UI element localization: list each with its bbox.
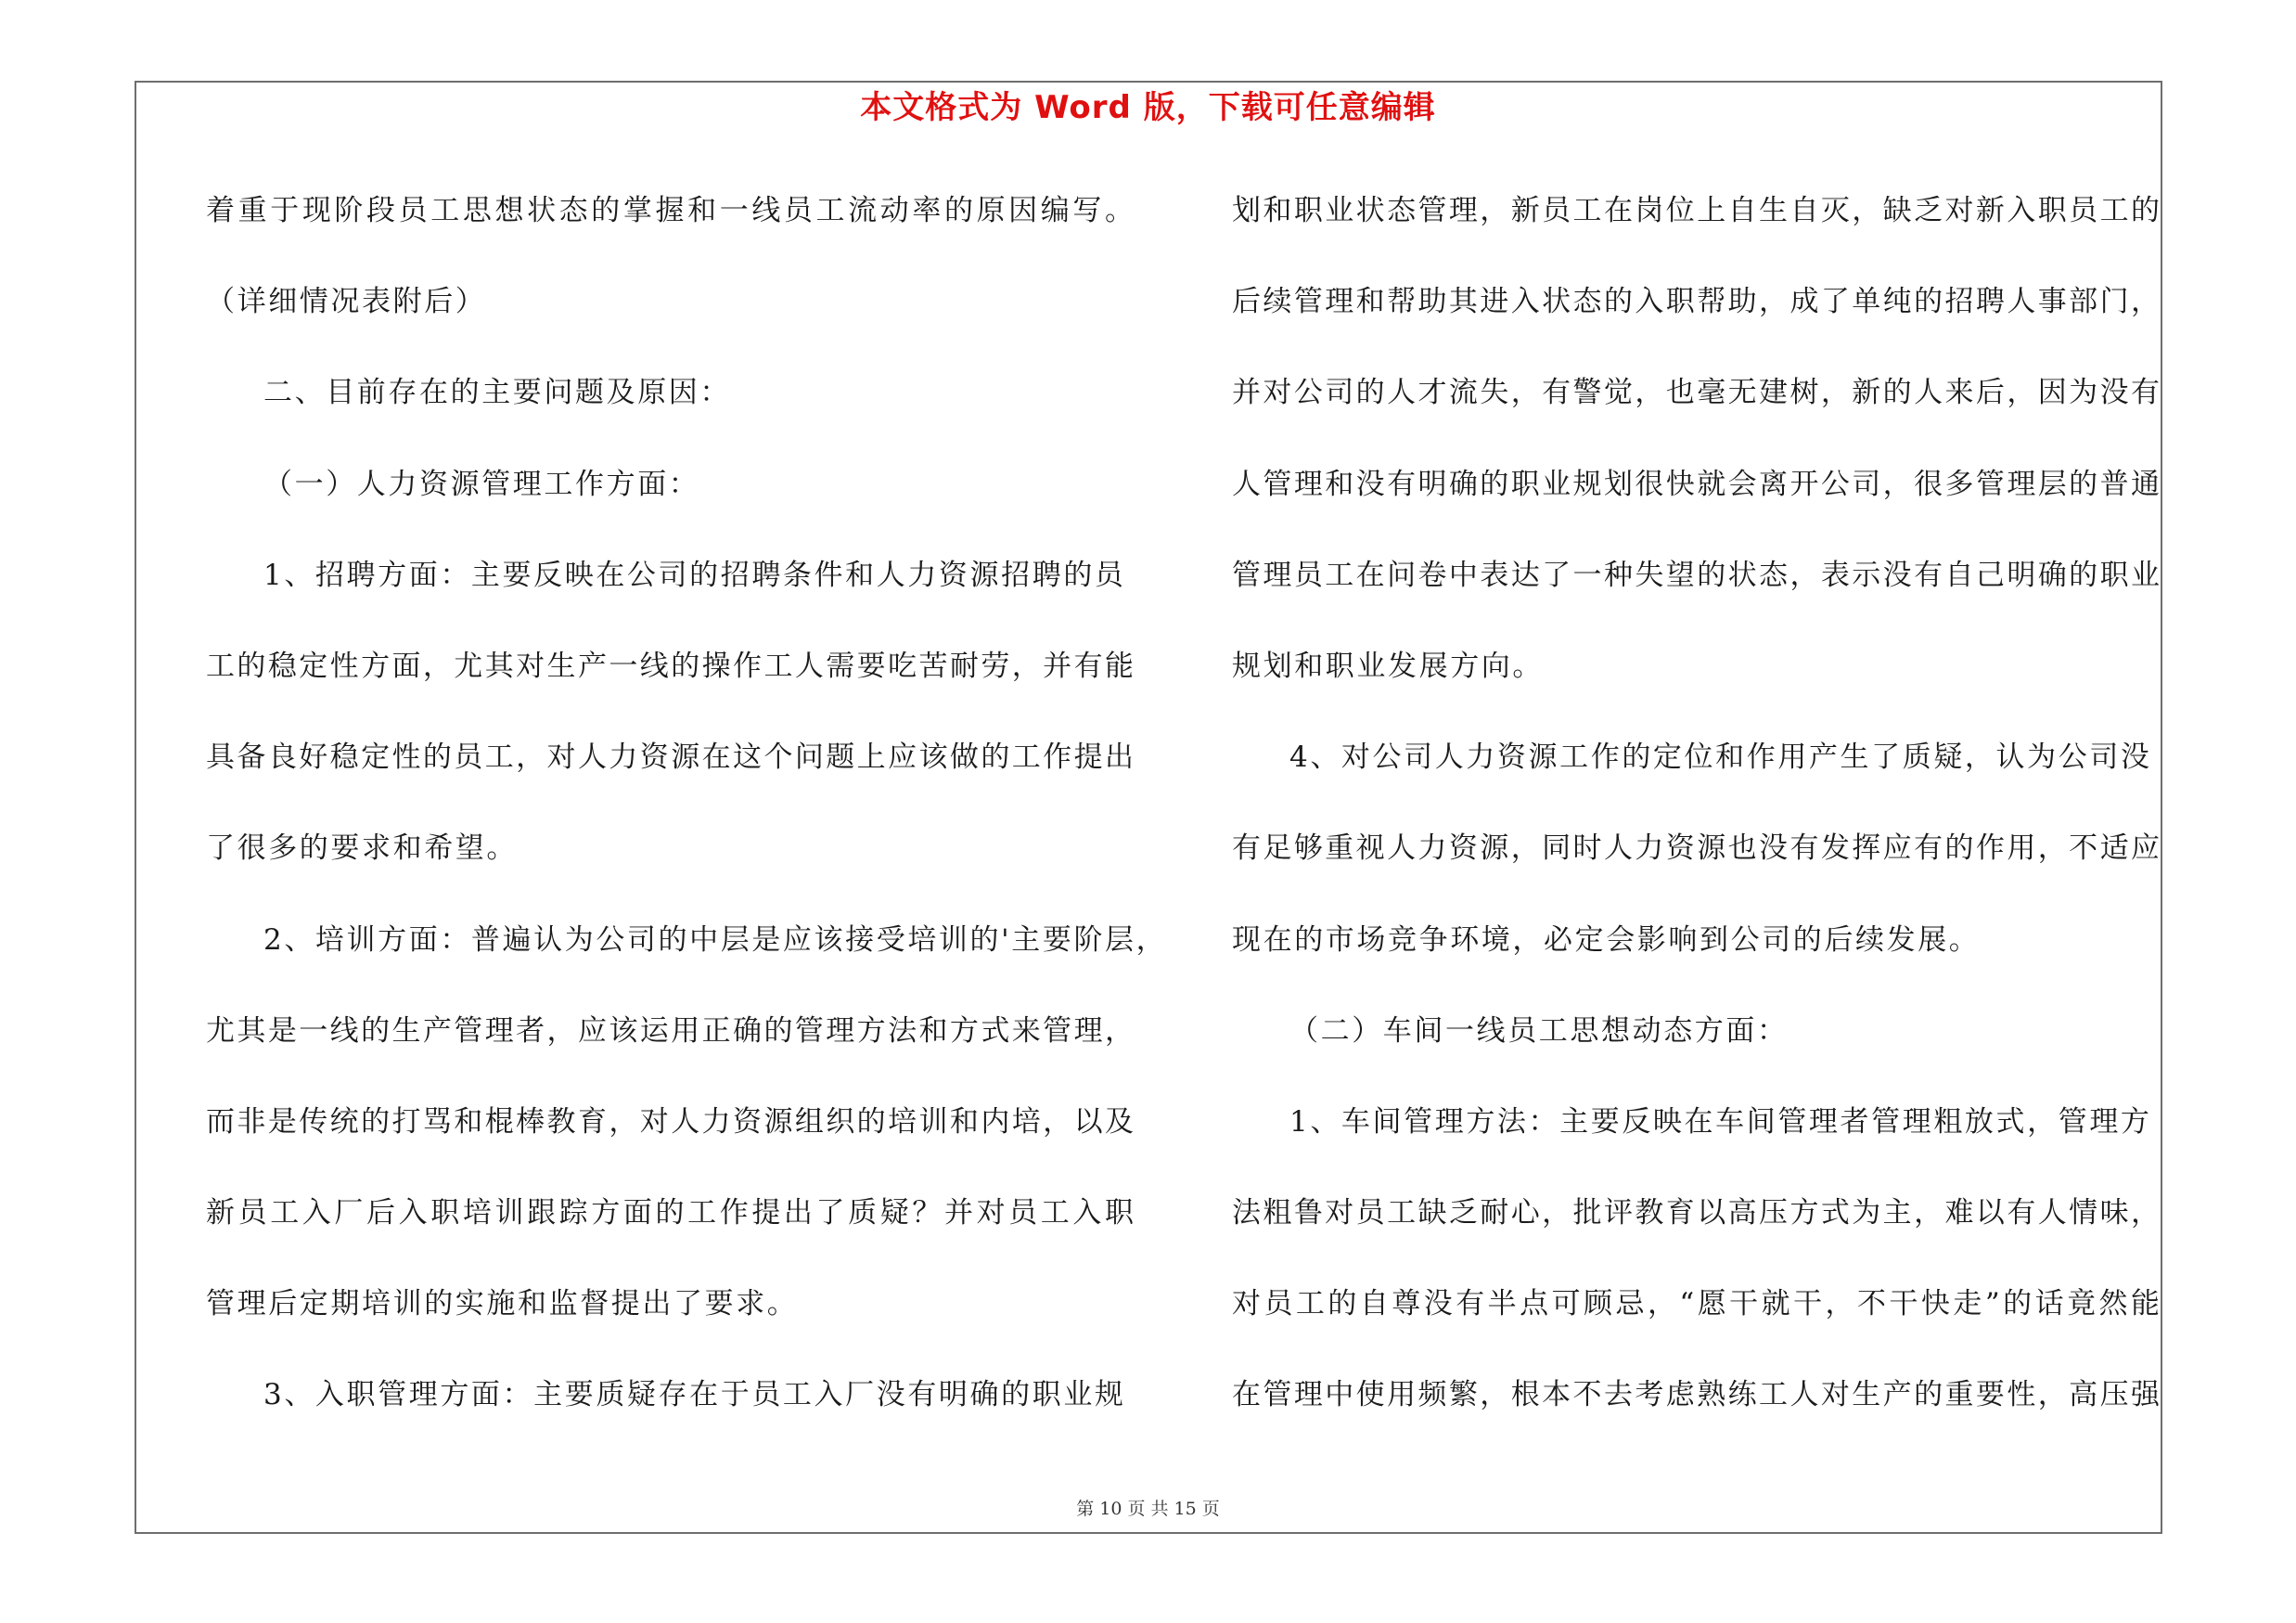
body-line: 对员工的自尊没有半点可顾忌，“愿干就干，不干快走”的话竟然能 xyxy=(1232,1287,2160,1321)
body-line: 人管理和没有明确的职业规划很快就会离开公司，很多管理层的普通 xyxy=(1232,467,2160,501)
body-line: 后续管理和帮助其进入状态的入职帮助，成了单纯的招聘人事部门， xyxy=(1232,285,2160,319)
body-line: （详细情况表附后） xyxy=(206,285,487,319)
body-line: 4、对公司人力资源工作的定位和作用产生了质疑，认为公司没 xyxy=(1289,741,2152,775)
body-line: 了很多的要求和希望。 xyxy=(206,831,518,866)
word-format-banner: 本文格式为 Word 版，下载可任意编辑 xyxy=(860,89,1436,126)
body-line: 尤其是一线的生产管理者，应该运用正确的管理方法和方式来管理， xyxy=(206,1013,1134,1048)
body-line: 工的稳定性方面，尤其对生产一线的操作工人需要吃苦耐劳，并有能 xyxy=(206,649,1134,683)
body-line: 1、车间管理方法：主要反映在车间管理者管理粗放式，管理方 xyxy=(1289,1104,2152,1139)
body-line: 2、培训方面：普遍认为公司的中层是应该接受培训的'主要阶层， xyxy=(263,922,1168,957)
subsection-heading: （二）车间一线员工思想动态方面： xyxy=(1289,1013,1789,1048)
section-heading: 二、目前存在的主要问题及原因： xyxy=(263,376,731,410)
right-text-column xyxy=(1232,185,2160,1461)
body-line: 管理后定期培训的实施和监督提出了要求。 xyxy=(206,1287,799,1321)
page-number-footer: 第 10 页 共 15 页 xyxy=(1076,1499,1220,1519)
body-line: 而非是传统的打骂和棍棒教育，对人力资源组织的培训和内培，以及 xyxy=(206,1104,1134,1139)
body-line: 在管理中使用频繁，根本不去考虑熟练工人对生产的重要性，高压强 xyxy=(1232,1378,2160,1412)
body-line: 划和职业状态管理，新员工在岗位上自生自灭，缺乏对新入职员工的 xyxy=(1232,194,2160,227)
body-line: 具备良好稳定性的员工，对人力资源在这个问题上应该做的工作提出 xyxy=(206,741,1134,775)
body-line: 有足够重视人力资源，同时人力资源也没有发挥应有的作用，不适应 xyxy=(1232,831,2160,866)
body-line: 并对公司的人才流失，有警觉，也毫无建树，新的人来后，因为没有 xyxy=(1232,376,2160,410)
body-line: 规划和职业发展方向。 xyxy=(1232,649,1544,683)
body-line: 着重于现阶段员工思想状态的掌握和一线员工流动率的原因编写。 xyxy=(206,194,1134,227)
body-line: 管理员工在问卷中表达了一种失望的状态，表示没有自己明确的职业 xyxy=(1232,558,2160,592)
body-line: 1、招聘方面：主要反映在公司的招聘条件和人力资源招聘的员 xyxy=(263,558,1126,592)
left-text-column xyxy=(206,185,1168,1461)
body-line: 现在的市场竞争环境，必定会影响到公司的后续发展。 xyxy=(1232,922,1981,957)
subsection-heading: （一）人力资源管理工作方面： xyxy=(263,467,700,501)
body-line: 3、入职管理方面：主要质疑存在于员工入厂没有明确的职业规 xyxy=(263,1378,1126,1412)
body-line: 新员工入厂后入职培训跟踪方面的工作提出了质疑？并对员工入职 xyxy=(206,1196,1134,1230)
body-line: 法粗鲁对员工缺乏耐心，批评教育以高压方式为主，难以有人情味， xyxy=(1232,1196,2160,1230)
